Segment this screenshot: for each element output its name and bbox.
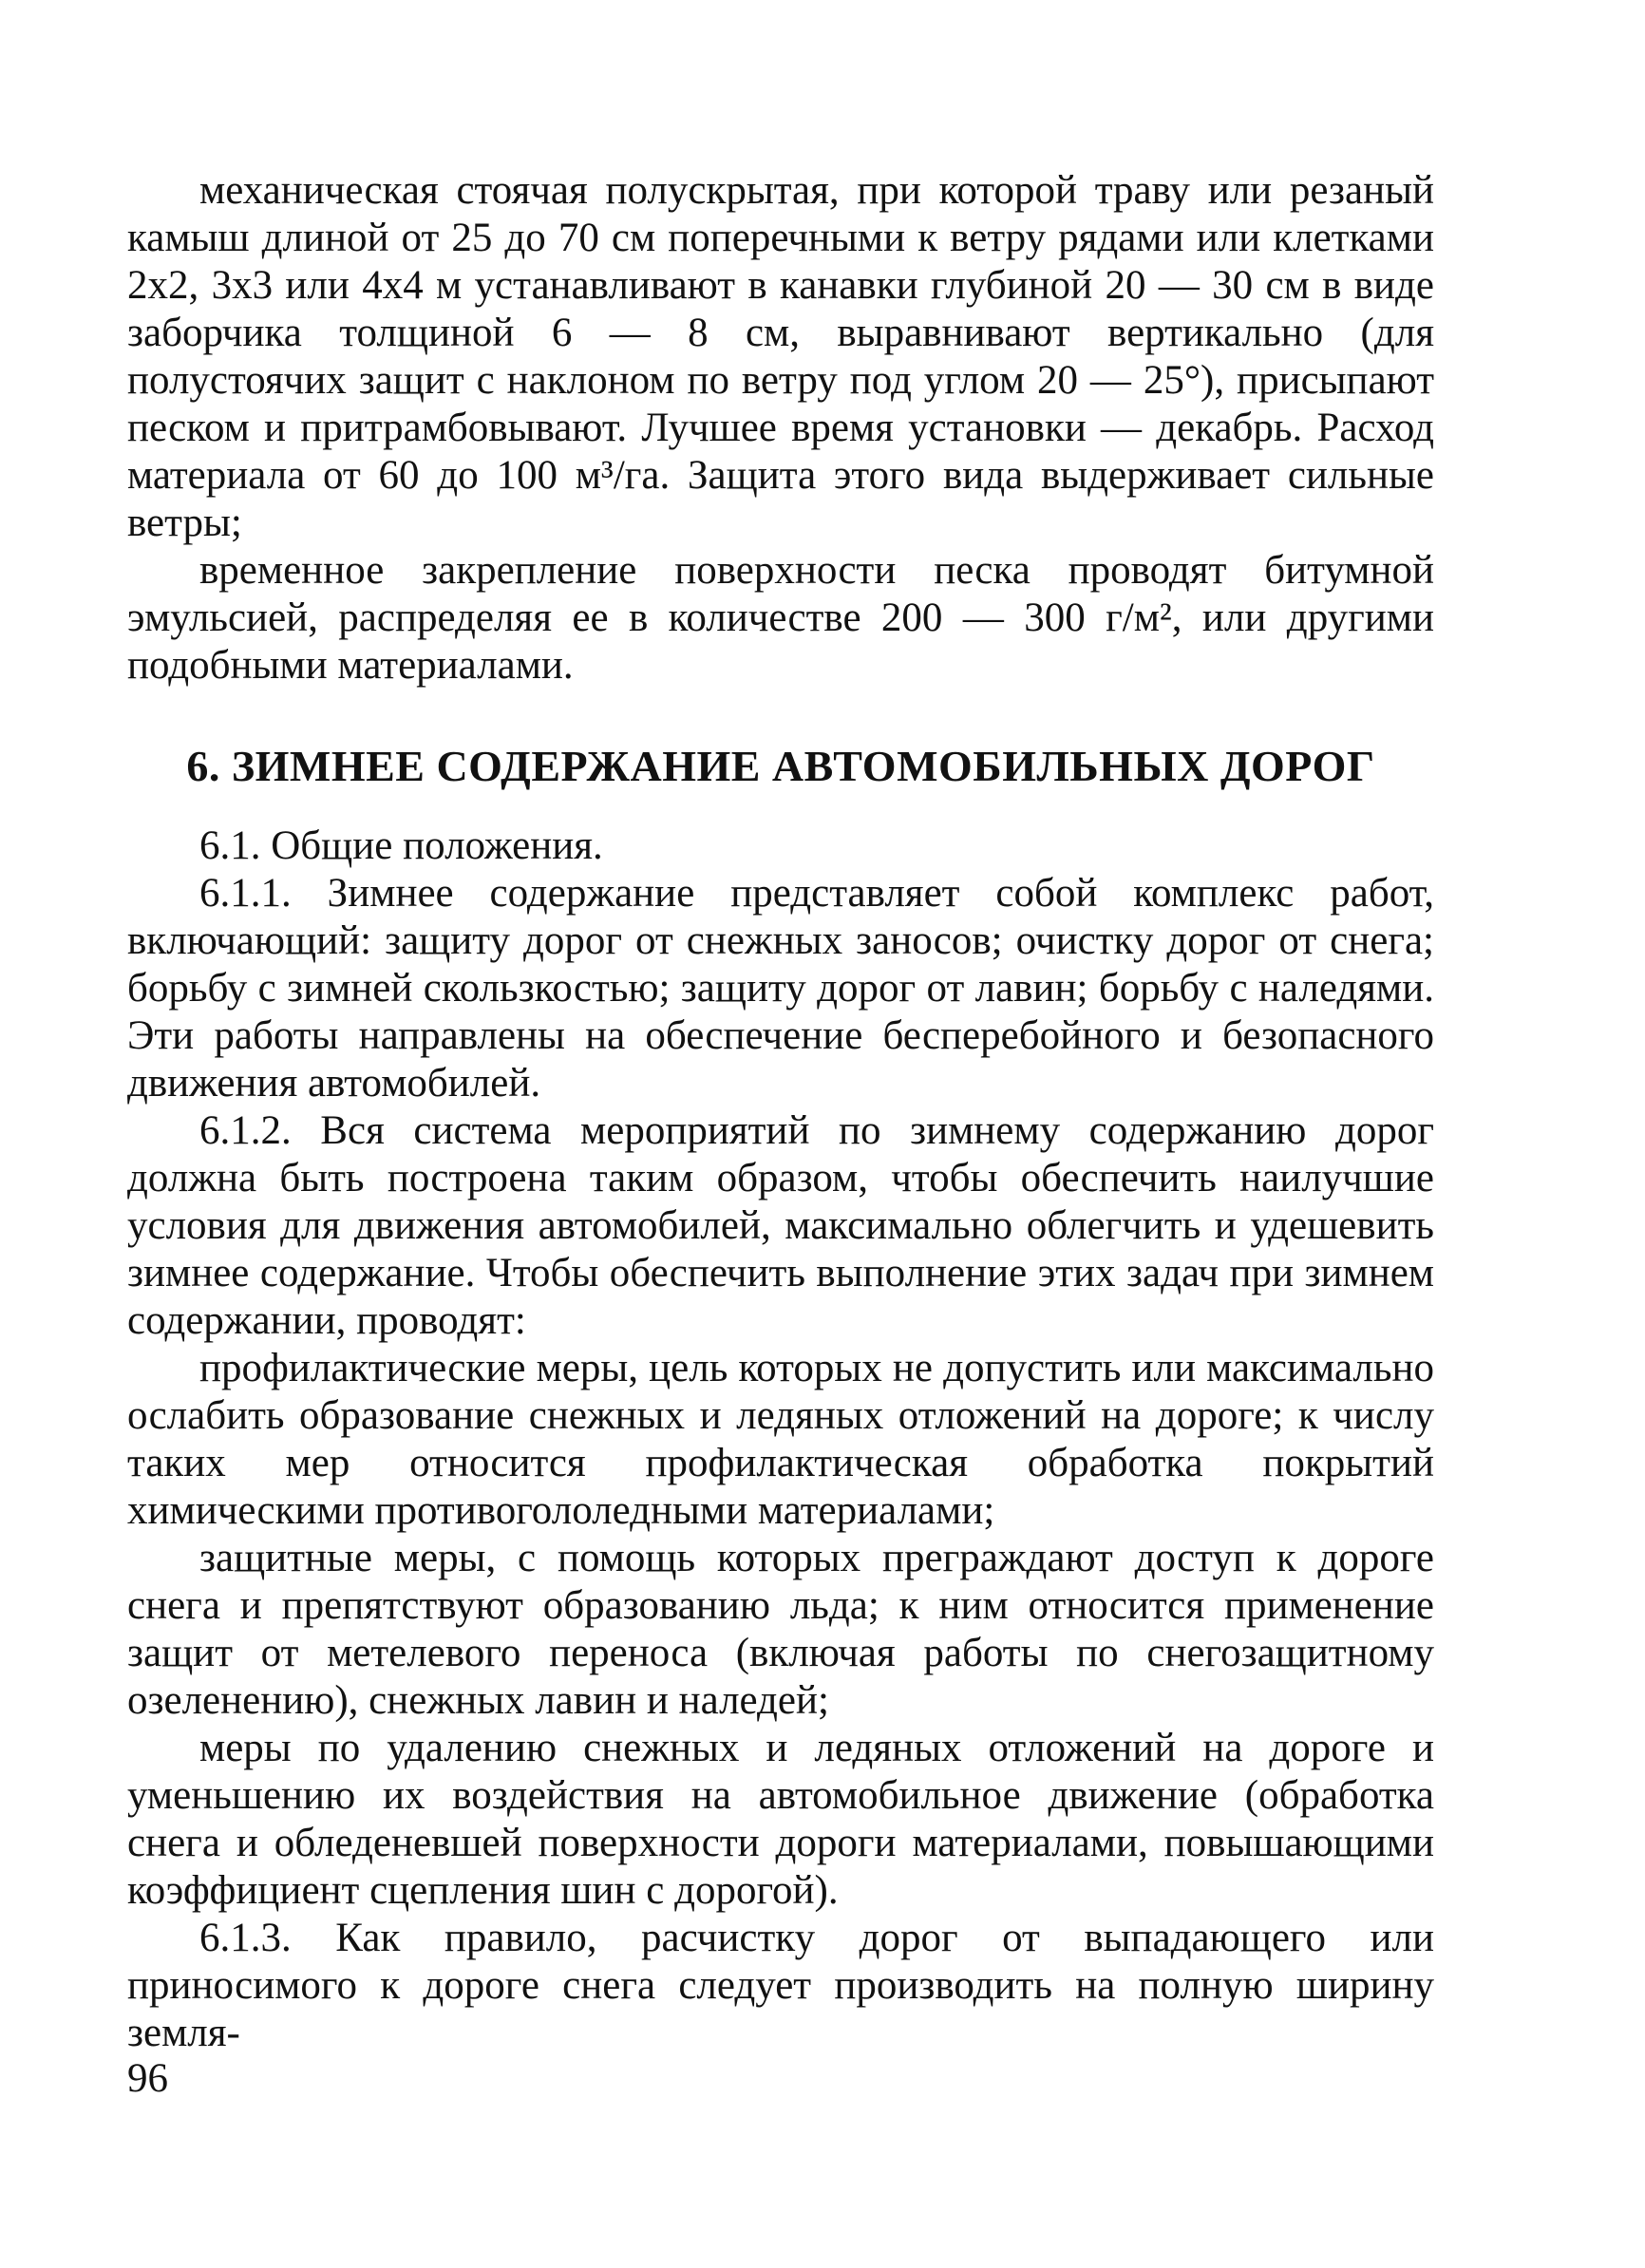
page-number: 96: [127, 2056, 168, 2101]
paragraph: 6.1.2. Вся система мероприятий по зимнему содержанию дорог должна быть построена таким образом, чтобы обеспечить наилучшие условия для движения автомобилей, максимально облегчить и удешевить зимнее содержание. Чтобы обеспечить выполнение этих задач при зимнем содержании, проводят:: [127, 1108, 1434, 1343]
text-block-top: [127, 167, 1434, 690]
paragraph: временное закрепление поверхности песка проводят битумной эмульсией, распределяя ее в количестве 200 — 300 г/м², или другими подобными материалами.: [127, 548, 1434, 688]
paragraph: 6.1.1. Зимнее содержание представляет собой комплекс работ, включающий: защиту дорог от снежных заносов; очистку дорог от снега; борьбу с зимней скользкостью; защиту дорог от лавин; борьбу с наледями. Эти работы направлены на обеспечение бесперебойного и безопасного движения автомобилей.: [127, 871, 1434, 1106]
text-block-bottom: [127, 822, 1434, 2057]
paragraph: защитные меры, с помощь которых преграждают доступ к дороге снега и препятствуют образованию льда; к ним относится применение защит от метелевого переноса (включая работы по снегозащитному озеленению), снежных лавин и наледей;: [127, 1536, 1434, 1723]
paragraph: меры по удалению снежных и ледяных отложений на дороге и уменьшению их воздействия на автомобильное движение (обработка снега и обледеневшей поверхности дороги материалами, повышающими коэффициент сцепления шин с дорогой).: [127, 1726, 1434, 1913]
paragraph: механическая стоячая полускрытая, при которой траву или резаный камыш длиной от 25 до 70 см поперечными к ветру рядами или клетками 2х2, 3х3 или 4х4 м устанавливают в канавки глубиной 20 — 30 см в виде заборчика толщиной 6 — 8 см, выравнивают вертикально (для полустоячих защит с наклоном по ветру под углом 20 — 25°), присыпают песком и притрамбовывают. Лучшее время установки — декабрь. Расход материала от 60 до 100 м³/га. Защита этого вида выдерживает сильные ветры;: [127, 168, 1434, 545]
subsection-title: 6.1. Общие положения.: [199, 823, 603, 868]
paragraph: 6.1.3. Как правило, расчистку дорог от выпадающего или приносимого к дороге снега следует производить на полную ширину земля-: [127, 1916, 1434, 2055]
paragraph: профилактические меры, цель которых не допустить или максимально ослабить образование снежных и ледяных отложений на дороге; к числу таких мер относится профилактическая обработка покрытий химическими противогололедными материалами;: [127, 1346, 1434, 1533]
section-heading: 6. ЗИМНЕЕ СОДЕРЖАНИЕ АВТОМОБИЛЬНЫХ ДОРОГ: [186, 742, 1375, 790]
